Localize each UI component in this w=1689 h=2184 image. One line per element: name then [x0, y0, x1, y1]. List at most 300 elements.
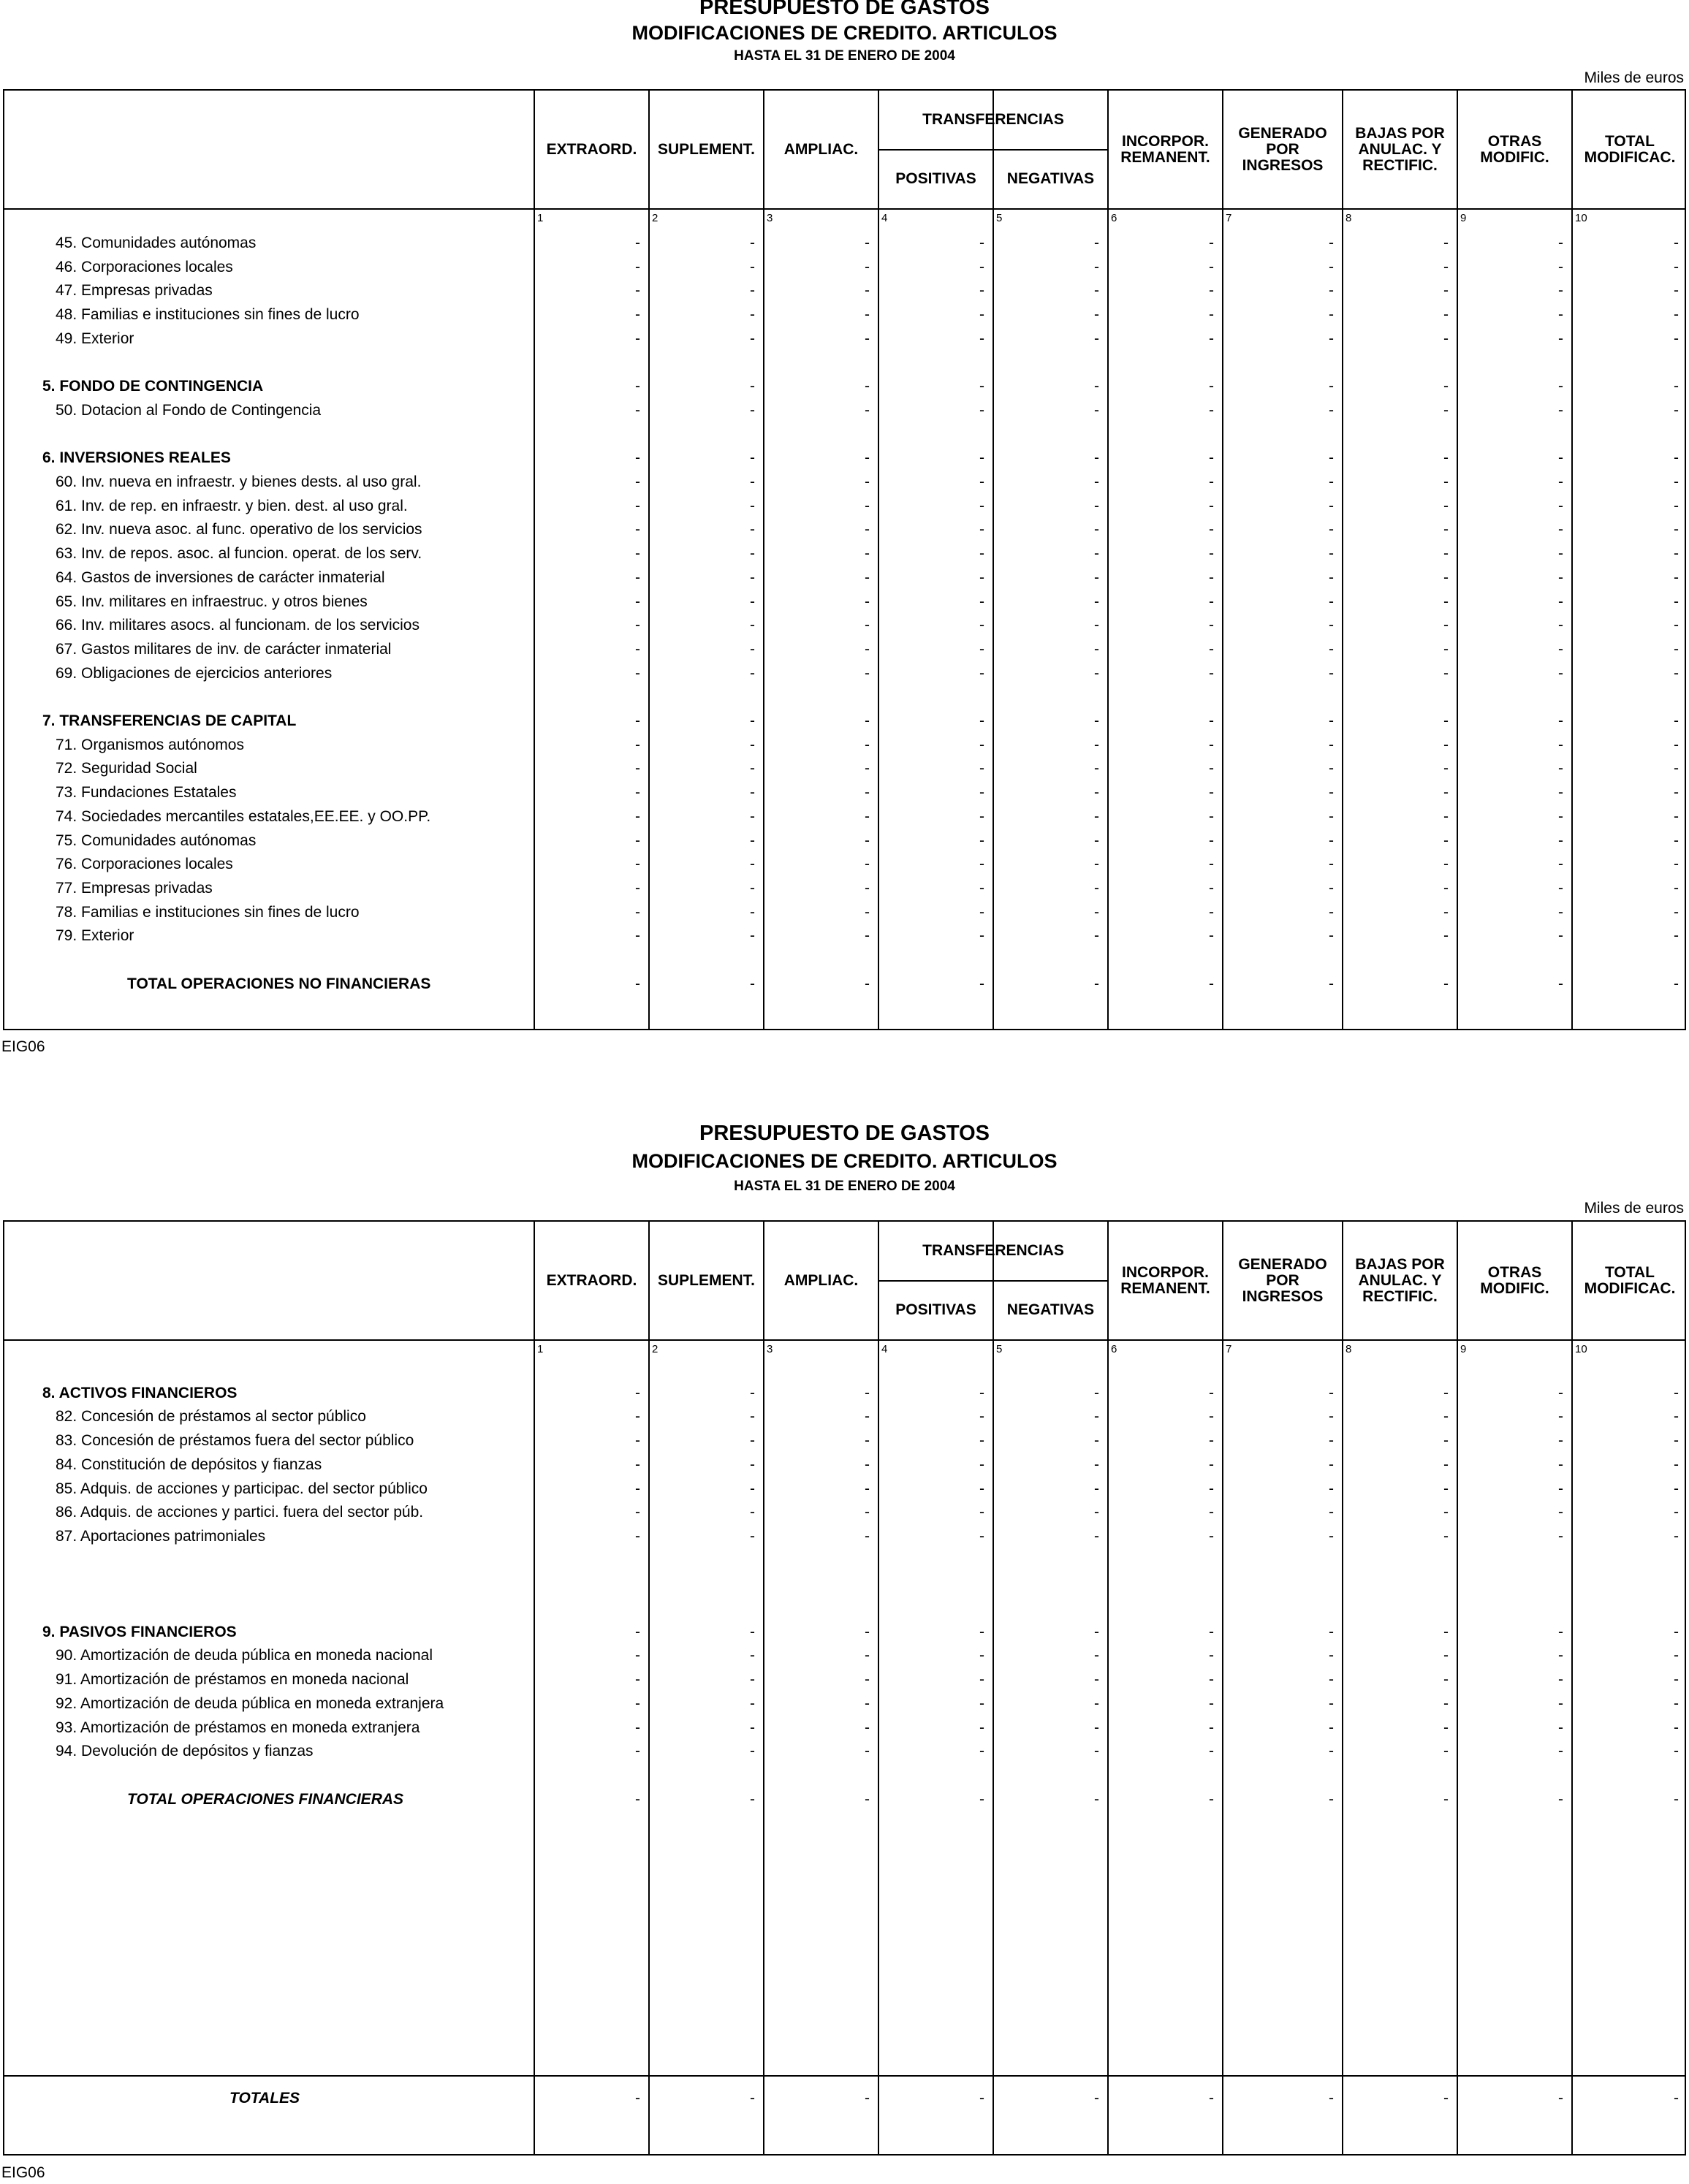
cell-value: - [635, 1694, 640, 1712]
table-row [4, 877, 1685, 900]
cell-value: - [1209, 545, 1214, 563]
cell-value: - [865, 521, 870, 539]
cell-value: - [750, 449, 755, 467]
cell-value: - [1209, 330, 1214, 347]
cell-value: - [1443, 1790, 1449, 1808]
cell-value: - [750, 330, 755, 347]
table-row [4, 853, 1685, 876]
cell-value: - [750, 568, 755, 586]
cell-value: - [1558, 1719, 1563, 1736]
cell-value: - [1329, 306, 1334, 324]
grand-total-label: TOTALES [229, 2090, 300, 2107]
cell-value: - [1094, 1719, 1099, 1736]
column-header-ampliac [764, 91, 878, 208]
column-header-transferencias [878, 91, 1108, 149]
cell-value: - [1209, 282, 1214, 300]
cell-value: - [865, 1480, 870, 1497]
cell-value: - [635, 378, 640, 395]
cell-value: - [635, 807, 640, 825]
cell-value: - [865, 1719, 870, 1736]
column-number: 3 [767, 1343, 773, 1355]
cell-value: - [635, 736, 640, 753]
cell-value: - [1094, 1743, 1099, 1760]
row-label: 82. Concesión de préstamos al sector público [56, 1408, 366, 1426]
cell-value: - [1094, 401, 1099, 419]
cell-value: - [1443, 784, 1449, 802]
row-label: 65. Inv. militares en infraestruc. y otros bienes [56, 593, 368, 610]
row-label: 72. Seguridad Social [56, 760, 197, 777]
cell-value: - [1558, 640, 1563, 658]
cell-value: - [1329, 282, 1334, 300]
row-label: 75. Comunidades autónomas [56, 832, 257, 849]
table-row [4, 1692, 1685, 1716]
page-title: PRESUPUESTO DE GASTOS [699, 1122, 990, 1145]
cell-value: - [979, 497, 984, 514]
cell-value: - [1209, 712, 1214, 729]
cell-value: - [1329, 927, 1334, 945]
cell-value: - [1443, 617, 1449, 634]
cell-value: - [1329, 1384, 1334, 1401]
cell-value: - [1558, 497, 1563, 514]
cell-value: - [979, 927, 984, 945]
cell-value: - [1674, 1719, 1679, 1736]
row-label: 61. Inv. de rep. en infraestr. y bien. dest. al uso gral. [56, 497, 408, 514]
cell-value: - [1329, 258, 1334, 275]
cell-value: - [865, 1527, 870, 1545]
cell-value: - [635, 1671, 640, 1689]
table-row [4, 303, 1685, 327]
cell-value: - [865, 760, 870, 777]
cell-value: - [635, 282, 640, 300]
cell-value: - [865, 640, 870, 658]
cell-value: - [1329, 1408, 1334, 1426]
units-label: Miles de euros [1584, 69, 1684, 86]
cell-value: - [750, 712, 755, 729]
cell-value: - [979, 664, 984, 682]
cell-value: - [865, 497, 870, 514]
column-header-otras [1457, 1222, 1572, 1339]
cell-value: - [1674, 306, 1679, 324]
row-label: 6. INVERSIONES REALES [42, 449, 231, 467]
cell-value: - [750, 258, 755, 275]
cell-value: - [750, 1743, 755, 1760]
cell-value: - [979, 1623, 984, 1640]
cell-value: - [1094, 832, 1099, 849]
cell-value: - [979, 1504, 984, 1521]
cell-value: - [1094, 879, 1099, 897]
cell-value: - [635, 568, 640, 586]
cell-value: - [979, 1527, 984, 1545]
cell-value: - [1329, 664, 1334, 682]
row-label: 9. PASIVOS FINANCIEROS [42, 1623, 237, 1640]
cell-value: - [1443, 975, 1449, 992]
cell-value: - [1443, 449, 1449, 467]
cell-value: - [635, 1432, 640, 1450]
cell-value: - [979, 1647, 984, 1664]
cell-value: - [1209, 449, 1214, 467]
cell-value: - [979, 330, 984, 347]
cell-value: - [865, 282, 870, 300]
column-header-label: GENERADO POR INGRESOS [1238, 124, 1327, 174]
cell-value: - [1209, 1647, 1214, 1664]
cell-value: - [635, 1790, 640, 1808]
cell-value: - [1443, 1384, 1449, 1401]
cell-value: - [865, 258, 870, 275]
cell-value: - [1443, 401, 1449, 419]
cell-value: - [1674, 282, 1679, 300]
cell-value: - [1443, 568, 1449, 586]
row-label: 49. Exterior [56, 330, 134, 347]
cell-value: - [1209, 807, 1214, 825]
cell-value: - [1209, 617, 1214, 634]
cell-value: - [1329, 640, 1334, 658]
cell-value: - [865, 1408, 870, 1426]
cell-value: - [1558, 1790, 1563, 1808]
row-label: 76. Corporaciones locales [56, 856, 233, 873]
cell-value: - [1094, 712, 1099, 729]
column-header-negativas [993, 149, 1108, 208]
cell-value: - [635, 449, 640, 467]
column-number: 4 [881, 212, 888, 224]
table-row [4, 256, 1685, 279]
cell-value: - [979, 593, 984, 610]
cell-value: - [1443, 712, 1449, 729]
table-row [4, 901, 1685, 924]
table-row [4, 375, 1685, 398]
cell-value: - [1443, 1623, 1449, 1640]
cell-value: - [1558, 927, 1563, 945]
cell-value: - [750, 521, 755, 539]
row-label: 77. Empresas privadas [56, 879, 213, 897]
column-number: 4 [881, 1343, 888, 1355]
cell-value: - [1558, 832, 1563, 849]
column-number: 1 [537, 212, 544, 224]
cell-value: - [1209, 235, 1214, 251]
column-header-label: INCORPOR. REMANENT. [1120, 1263, 1210, 1297]
cell-value: - [1329, 1504, 1334, 1521]
cell-value: - [1558, 903, 1563, 921]
cell-value: - [635, 306, 640, 324]
cell-value: - [750, 1432, 755, 1450]
column-header-label: POSITIVAS [895, 170, 976, 187]
cell-value: - [1558, 378, 1563, 395]
cell-value: - [1443, 258, 1449, 275]
row-label: 63. Inv. de repos. asoc. al funcion. operat. de los serv. [56, 545, 422, 563]
cell-value: - [1329, 568, 1334, 586]
cell-value: - [865, 449, 870, 467]
cell-value: - [750, 1623, 755, 1640]
table-row [4, 446, 1685, 470]
cell-value: - [1674, 975, 1679, 992]
column-header-generado [1223, 91, 1343, 208]
cell-value: - [635, 545, 640, 563]
cell-value: - [1094, 664, 1099, 682]
cell-value: - [1674, 449, 1679, 467]
cell-value: - [750, 975, 755, 992]
cell-value: - [750, 1480, 755, 1497]
cell-value: - [1329, 473, 1334, 490]
cell-value: - [1209, 1694, 1214, 1712]
page-subtitle: MODIFICACIONES DE CREDITO. ARTICULOS [631, 22, 1058, 44]
row-label: 71. Organismos autónomos [56, 736, 244, 753]
cell-value: - [635, 975, 640, 992]
cell-value: - [635, 1647, 640, 1664]
cell-value: - [1094, 330, 1099, 347]
cell-value: - [750, 832, 755, 849]
table-row [4, 495, 1685, 518]
cell-value: - [1443, 378, 1449, 395]
cell-value: - [1329, 401, 1334, 419]
cell-value: - [1329, 497, 1334, 514]
column-header-label: BAJAS POR ANULAC. Y RECTIFIC. [1355, 1255, 1445, 1305]
cell-value: - [865, 1790, 870, 1808]
cell-value: - [865, 568, 870, 586]
table-row [4, 1382, 1685, 1405]
cell-value: - [1443, 1647, 1449, 1664]
table-row [4, 614, 1685, 637]
column-number: 8 [1345, 212, 1352, 224]
cell-value: - [1329, 378, 1334, 395]
cell-value: - [750, 664, 755, 682]
cell-value: - [1329, 1527, 1334, 1545]
table-row [4, 924, 1685, 948]
row-label: 47. Empresas privadas [56, 282, 213, 300]
cell-value: - [635, 1480, 640, 1497]
budget-table [3, 89, 1686, 1030]
cell-value: - [750, 736, 755, 753]
cell-value: - [1094, 497, 1099, 514]
cell-value: - [1209, 736, 1214, 753]
cell-value: - [1558, 258, 1563, 275]
cell-value: - [1094, 1671, 1099, 1689]
row-label: 78. Familias e instituciones sin fines de lucro [56, 903, 360, 921]
cell-value: - [1094, 1384, 1099, 1401]
cell-value: - [1558, 449, 1563, 467]
cell-value: - [979, 473, 984, 490]
cell-value: - [1443, 330, 1449, 347]
cell-value: - [1329, 330, 1334, 347]
table-row [4, 518, 1685, 541]
cell-value: - [865, 473, 870, 490]
cell-value: - [1443, 497, 1449, 514]
table-row [4, 734, 1685, 757]
column-header-label: AMPLIAC. [783, 1271, 859, 1289]
column-number: 6 [1111, 212, 1117, 224]
cell-value: - [1209, 1432, 1214, 1450]
column-header-extraord [534, 1222, 649, 1339]
column-header-transferencias [878, 1222, 1108, 1280]
cell-value: - [1443, 879, 1449, 897]
cell-value: - [1443, 832, 1449, 849]
row-label: 45. Comunidades autónomas [56, 235, 257, 251]
cell-value: - [865, 1671, 870, 1689]
footer-code: EIG06 [1, 1038, 45, 1055]
table-row [4, 1429, 1685, 1453]
column-number: 2 [652, 212, 658, 224]
row-label: 85. Adquis. de acciones y participac. del sector público [56, 1480, 428, 1497]
cell-value: - [1329, 235, 1334, 251]
column-header-label: OTRAS MODIFIC. [1480, 132, 1549, 166]
cell-value: - [635, 856, 640, 873]
cell-value: - [1674, 1623, 1679, 1640]
row-label: 48. Familias e instituciones sin fines de lucro [56, 306, 360, 324]
table-row [4, 279, 1685, 303]
cell-value: - [1443, 1671, 1449, 1689]
cell-value: - [1558, 856, 1563, 873]
column-header-label: GENERADO POR INGRESOS [1238, 1255, 1327, 1305]
column-number: 3 [767, 212, 773, 224]
cell-value: - [979, 879, 984, 897]
table-header [4, 91, 1685, 210]
page-date: HASTA EL 31 DE ENERO DE 2004 [734, 48, 955, 64]
cell-value: - [1558, 1432, 1563, 1450]
column-header-label: TRANSFERENCIAS [922, 111, 1064, 128]
column-header-otras [1457, 91, 1572, 208]
cell-value: - [1558, 879, 1563, 897]
cell-value: - [1209, 306, 1214, 324]
table-row [4, 973, 1685, 996]
column-header-label: SUPLEMENT. [657, 1271, 755, 1289]
cell-value: - [979, 378, 984, 395]
cell-value: - [635, 330, 640, 347]
cell-value: - [1558, 306, 1563, 324]
cell-value: - [1094, 903, 1099, 921]
cell-value: - [1443, 856, 1449, 873]
cell-value: - [1329, 1647, 1334, 1664]
cell-value: - [1329, 449, 1334, 467]
cell-value: - [1094, 521, 1099, 539]
cell-value: - [865, 306, 870, 324]
row-label: 8. ACTIVOS FINANCIEROS [42, 1384, 238, 1401]
cell-value: - [1329, 1694, 1334, 1712]
cell-value: - [979, 449, 984, 467]
cell-value: - [1674, 330, 1679, 347]
cell-value: - [1443, 2090, 1449, 2107]
cell-value: - [1209, 903, 1214, 921]
cell-value: - [1558, 1527, 1563, 1545]
cell-value: - [1558, 1384, 1563, 1401]
cell-value: - [979, 521, 984, 539]
cell-value: - [1558, 1647, 1563, 1664]
table-row [4, 1788, 1685, 1811]
cell-value: - [865, 401, 870, 419]
cell-value: - [635, 617, 640, 634]
column-header-label: NEGATIVAS [1006, 1301, 1095, 1318]
cell-value: - [1443, 640, 1449, 658]
cell-value: - [1443, 736, 1449, 753]
table-row [4, 1405, 1685, 1428]
cell-value: - [865, 736, 870, 753]
cell-value: - [1094, 1790, 1099, 1808]
cell-value: - [1558, 593, 1563, 610]
column-header-bajas [1343, 1222, 1457, 1339]
table-row [4, 1453, 1685, 1477]
row-label: 46. Corporaciones locales [56, 258, 233, 275]
cell-value: - [750, 903, 755, 921]
cell-value: - [635, 1719, 640, 1736]
row-label: 83. Concesión de préstamos fuera del sector público [56, 1432, 414, 1450]
column-number: 9 [1460, 212, 1467, 224]
cell-value: - [1329, 784, 1334, 802]
cell-value: - [1329, 617, 1334, 634]
cell-value: - [1209, 856, 1214, 873]
column-header-label: TRANSFERENCIAS [922, 1242, 1064, 1259]
cell-value: - [979, 712, 984, 729]
column-number: 8 [1345, 1343, 1352, 1355]
cell-value: - [1209, 879, 1214, 897]
cell-value: - [1094, 1647, 1099, 1664]
cell-value: - [979, 807, 984, 825]
cell-value: - [750, 235, 755, 251]
cell-value: - [635, 927, 640, 945]
cell-value: - [1558, 736, 1563, 753]
cell-value: - [635, 521, 640, 539]
cell-value: - [979, 2090, 984, 2107]
cell-value: - [1558, 664, 1563, 682]
cell-value: - [1329, 1456, 1334, 1473]
cell-value: - [1209, 1504, 1214, 1521]
cell-value: - [865, 807, 870, 825]
cell-value: - [1329, 593, 1334, 610]
table-row [4, 805, 1685, 829]
table-row [4, 829, 1685, 853]
cell-value: - [979, 235, 984, 251]
cell-value: - [1209, 497, 1214, 514]
cell-value: - [979, 545, 984, 563]
table-row [4, 709, 1685, 733]
cell-value: - [1443, 1743, 1449, 1760]
cell-value: - [1558, 760, 1563, 777]
cell-value: - [979, 1719, 984, 1736]
cell-value: - [635, 832, 640, 849]
table-header [4, 1222, 1685, 1341]
cell-value: - [750, 879, 755, 897]
cell-value: - [1329, 1790, 1334, 1808]
cell-value: - [635, 664, 640, 682]
cell-value: - [1094, 473, 1099, 490]
page-date: HASTA EL 31 DE ENERO DE 2004 [734, 1179, 955, 1194]
row-label: TOTAL OPERACIONES FINANCIERAS [127, 1790, 404, 1808]
cell-value: - [635, 2090, 640, 2107]
row-label: 79. Exterior [56, 927, 134, 945]
cell-value: - [1558, 401, 1563, 419]
cell-value: - [1094, 1408, 1099, 1426]
cell-value: - [1209, 975, 1214, 992]
column-header-ampliac [764, 1222, 878, 1339]
column-header-suplement [649, 1222, 764, 1339]
cell-value: - [1094, 593, 1099, 610]
cell-value: - [1209, 473, 1214, 490]
cell-value: - [1329, 1480, 1334, 1497]
cell-value: - [1329, 903, 1334, 921]
cell-value: - [865, 903, 870, 921]
table-row [4, 566, 1685, 590]
cell-value: - [865, 1647, 870, 1664]
cell-value: - [979, 1456, 984, 1473]
cell-value: - [1443, 1527, 1449, 1545]
cell-value: - [1558, 1504, 1563, 1521]
cell-value: - [1329, 1719, 1334, 1736]
cell-value: - [1209, 832, 1214, 849]
cell-value: - [979, 736, 984, 753]
cell-value: - [1558, 473, 1563, 490]
cell-value: - [1674, 593, 1679, 610]
cell-value: - [865, 545, 870, 563]
cell-value: - [1558, 1408, 1563, 1426]
cell-value: - [750, 545, 755, 563]
column-header-positivas [878, 1280, 993, 1339]
cell-value: - [1329, 2090, 1334, 2107]
